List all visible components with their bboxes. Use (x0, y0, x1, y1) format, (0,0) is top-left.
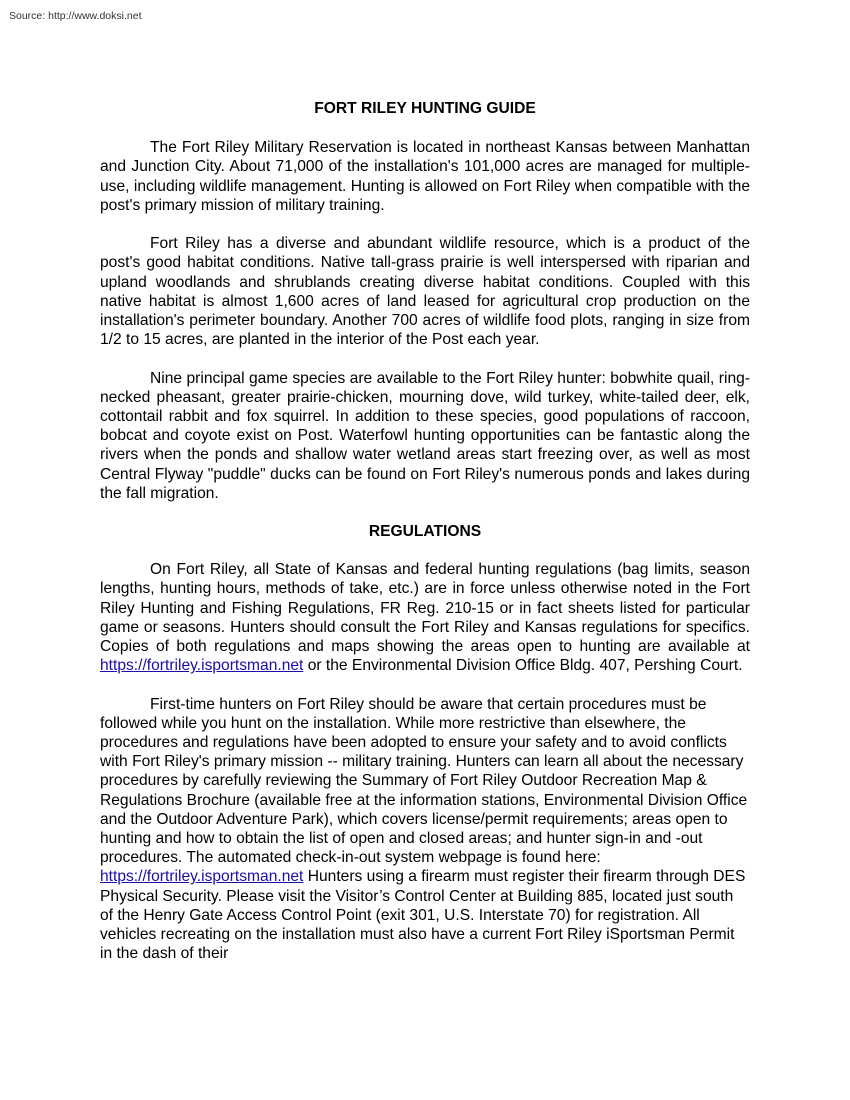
isportsman-link[interactable]: https://fortriley.isportsman.net (100, 657, 304, 675)
regulations-paragraph-2 (100, 695, 750, 964)
source-label: Source: http://www.doksi.net (9, 10, 142, 22)
intro-paragraph-3: Nine principal game species are available to the Fort Riley hunter: bobwhite quail, ring-necked pheasant, greater prairie-chicken, mourning dove, wild turkey, white-tailed deer, elk, cottontail rabbit and fox squirrel. In addition to these species, good populations of raccoon, bobcat and coyote exist on Post. Waterfowl hunting opportunities can be fantastic along the rivers when the ponds and shallow water wetland areas start freezing over, as well as most Central Flyway "puddle" ducks can be found on Fort Riley's numerous ponds and lakes during the fall migration. (100, 369, 750, 502)
intro-paragraph-1: The Fort Riley Military Reservation is located in northeast Kansas between Manhattan and Junction City. About 71,000 of the installation's 101,000 acres are managed for multiple-use, including wildlife management. Hunting is allowed on Fort Riley when compatible with the post's primary mission of military training. (100, 139, 750, 214)
regulations-paragraph-1 (100, 560, 750, 675)
regulations-p2-text-after: Hunters using a firearm must register their firearm through DES Physical Security. Please visit the Visitor’s Control Center at Building 885, located just south of the Henry Gate Access Control Point (exit 301, U.S. Interstate 70) for registration. All vehicles recreating on the installation must also have a current Fort Riley iSportsman Permit in the dash of their (100, 868, 746, 963)
regulations-heading: REGULATIONS (368, 523, 482, 541)
regulations-p2-text-before: First-time hunters on Fort Riley should be aware that certain procedures must be followed while you hunt on the installation. While more restrictive than elsewhere, the procedures and regulations have been adopted to ensure your safety and to avoid conflicts with Fort Riley's primary mission -- military training. Hunters can learn all about the necessary procedures by carefully reviewing the Summary of Fort Riley Outdoor Recreation Map & Regulations Brochure (available free at the information stations, Environmental Division Office and the Outdoor Adventure Park), which covers license/permit requirements; areas open to hunting and how to obtain the list of open and closed areas; and hunter sign-in and -out procedures. The automated check-in-out system webpage is found here: (100, 695, 748, 867)
checkin-system-link[interactable]: https://fortriley.isportsman.net (100, 868, 304, 886)
document-page (100, 99, 750, 963)
regulations-p1-text-before: On Fort Riley, all State of Kansas and federal hunting regulations (bag limits, season lengths, hunting hours, methods of take, etc.) are in force unless otherwise noted in the Fort Riley Hunting and Fishing Regulations, FR Reg. 210-15 or in fact sheets listed for particular game or seasons. Hunters should consult the Fort Riley and Kansas regulations for specifics. Copies of both regulations and maps showing the areas open to hunting are available at (100, 561, 750, 656)
document-title: FORT RILEY HUNTING GUIDE (314, 100, 536, 117)
regulations-p1-text-after: or the Environmental Division Office Bldg. 407, Pershing Court. (303, 657, 743, 675)
intro-paragraph-2: Fort Riley has a diverse and abundant wildlife resource, which is a product of the post's good habitat conditions. Native tall-grass prairie is well interspersed with riparian and upland woodlands and shrublands creating diverse habitat conditions. Coupled with this native habitat is almost 1,600 acres of land leased for agricultural crop production on the installation's perimeter boundary. Another 700 acres of wildlife food plots, ranging in size from 1/2 to 15 acres, are planted in the interior of the Post each year. (100, 235, 750, 349)
